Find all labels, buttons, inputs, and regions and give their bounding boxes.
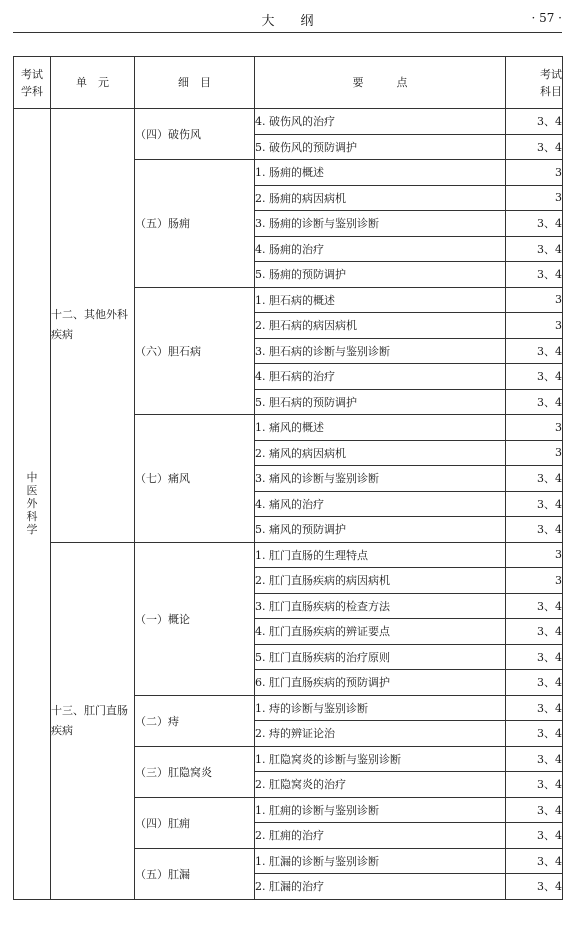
level-cell: 3、4 <box>506 848 563 874</box>
level-cell: 3、4 <box>506 364 563 390</box>
point-cell: 6. 肛门直肠疾病的预防调护 <box>255 670 506 696</box>
level-cell: 3、4 <box>506 109 563 135</box>
item-cell <box>135 109 255 160</box>
col-header-level-text: 考试 科目 <box>540 67 562 98</box>
point-cell: 2. 肛痈的治疗 <box>255 823 506 849</box>
level-cell: 3、4 <box>506 466 563 492</box>
unit-cell <box>51 542 135 899</box>
point-cell: 2. 肛漏的治疗 <box>255 874 506 900</box>
level-cell: 3 <box>506 542 563 568</box>
unit-name: 十三、肛门直肠疾病 <box>51 703 128 737</box>
point-cell: 1. 痛风的概述 <box>255 415 506 441</box>
point-cell: 1. 肠痈的概述 <box>255 160 506 186</box>
level-cell: 3 <box>506 415 563 441</box>
level-cell: 3、4 <box>506 262 563 288</box>
point-cell: 4. 痛风的治疗 <box>255 491 506 517</box>
col-header-unit-text: 单 元 <box>76 76 109 89</box>
point-cell: 1. 痔的诊断与鉴别诊断 <box>255 695 506 721</box>
level-cell: 3 <box>506 185 563 211</box>
item-cell <box>135 848 255 899</box>
item-name: （二）痔 <box>135 714 179 728</box>
unit-name: 十二、其他外科疾病 <box>51 308 128 342</box>
level-cell: 3 <box>506 287 563 313</box>
col-header-item <box>135 57 255 109</box>
point-cell: 5. 破伤风的预防调护 <box>255 134 506 160</box>
level-cell: 3 <box>506 440 563 466</box>
level-cell: 3、4 <box>506 593 563 619</box>
item-name: （三）肛隐窝炎 <box>135 765 212 779</box>
point-cell: 2. 痔的辨证论治 <box>255 721 506 747</box>
col-header-unit <box>51 57 135 109</box>
item-cell <box>135 797 255 848</box>
page-header <box>13 0 562 33</box>
level-cell: 3、4 <box>506 236 563 262</box>
level-cell: 3、4 <box>506 746 563 772</box>
point-cell: 5. 肠痈的预防调护 <box>255 262 506 288</box>
col-header-points-text: 要 点 <box>352 76 408 89</box>
point-cell: 1. 肛门直肠的生理特点 <box>255 542 506 568</box>
level-cell: 3、4 <box>506 338 563 364</box>
point-cell: 4. 破伤风的治疗 <box>255 109 506 135</box>
col-header-item-text: 细 目 <box>178 76 211 89</box>
point-cell: 3. 痛风的诊断与鉴别诊断 <box>255 466 506 492</box>
level-cell: 3、4 <box>506 644 563 670</box>
level-cell: 3、4 <box>506 797 563 823</box>
point-cell: 2. 肛门直肠疾病的病因病机 <box>255 568 506 594</box>
page-title: 大纲 <box>261 14 340 29</box>
point-cell: 3. 肛门直肠疾病的检查方法 <box>255 593 506 619</box>
item-name: （一）概论 <box>135 612 190 626</box>
level-cell: 3 <box>506 313 563 339</box>
subject-name: 中医外科学 <box>26 471 38 537</box>
level-cell: 3、4 <box>506 823 563 849</box>
point-cell: 1. 肛痈的诊断与鉴别诊断 <box>255 797 506 823</box>
level-cell: 3、4 <box>506 211 563 237</box>
point-cell: 2. 肠痈的病因病机 <box>255 185 506 211</box>
point-cell: 5. 胆石病的预防调护 <box>255 389 506 415</box>
item-cell <box>135 695 255 746</box>
level-cell: 3、4 <box>506 389 563 415</box>
level-cell: 3、4 <box>506 491 563 517</box>
level-cell: 3、4 <box>506 695 563 721</box>
level-cell: 3 <box>506 568 563 594</box>
point-cell: 5. 肛门直肠疾病的治疗原则 <box>255 644 506 670</box>
point-cell: 1. 肛漏的诊断与鉴别诊断 <box>255 848 506 874</box>
col-header-subject-text: 考试 学科 <box>21 67 43 98</box>
subject-cell <box>14 109 51 900</box>
point-cell: 4. 肠痈的治疗 <box>255 236 506 262</box>
level-cell: 3、4 <box>506 134 563 160</box>
syllabus-table <box>13 56 563 900</box>
point-cell: 3. 胆石病的诊断与鉴别诊断 <box>255 338 506 364</box>
point-cell: 2. 肛隐窝炎的治疗 <box>255 772 506 798</box>
item-cell <box>135 160 255 288</box>
point-cell: 4. 肛门直肠疾病的辨证要点 <box>255 619 506 645</box>
table-row <box>14 109 563 135</box>
level-cell: 3 <box>506 160 563 186</box>
point-cell: 5. 痛风的预防调护 <box>255 517 506 543</box>
col-header-points <box>255 57 506 109</box>
item-cell <box>135 746 255 797</box>
point-cell: 2. 胆石病的病因病机 <box>255 313 506 339</box>
unit-cell <box>51 109 135 543</box>
item-name: （四）肛痈 <box>135 816 190 830</box>
level-cell: 3、4 <box>506 772 563 798</box>
item-name: （四）破伤风 <box>135 128 201 141</box>
point-cell: 3. 肠痈的诊断与鉴别诊断 <box>255 211 506 237</box>
level-cell: 3、4 <box>506 670 563 696</box>
item-cell <box>135 415 255 543</box>
table-header-row <box>14 57 563 109</box>
page-number: · 57 · <box>531 11 562 25</box>
level-cell: 3、4 <box>506 619 563 645</box>
point-cell: 1. 胆石病的概述 <box>255 287 506 313</box>
item-cell <box>135 542 255 695</box>
table-row <box>14 542 563 568</box>
point-cell: 1. 肛隐窝炎的诊断与鉴别诊断 <box>255 746 506 772</box>
level-cell: 3、4 <box>506 721 563 747</box>
item-name: （五）肛漏 <box>135 867 190 881</box>
level-cell: 3、4 <box>506 874 563 900</box>
item-name: （六）胆石病 <box>135 344 201 358</box>
item-name: （七）痛风 <box>135 472 190 486</box>
col-header-level <box>506 57 563 109</box>
item-cell <box>135 287 255 415</box>
level-cell: 3、4 <box>506 517 563 543</box>
item-name: （五）肠痈 <box>135 217 190 231</box>
point-cell: 4. 胆石病的治疗 <box>255 364 506 390</box>
table-body <box>14 109 563 900</box>
point-cell: 2. 痛风的病因病机 <box>255 440 506 466</box>
col-header-subject <box>14 57 51 109</box>
